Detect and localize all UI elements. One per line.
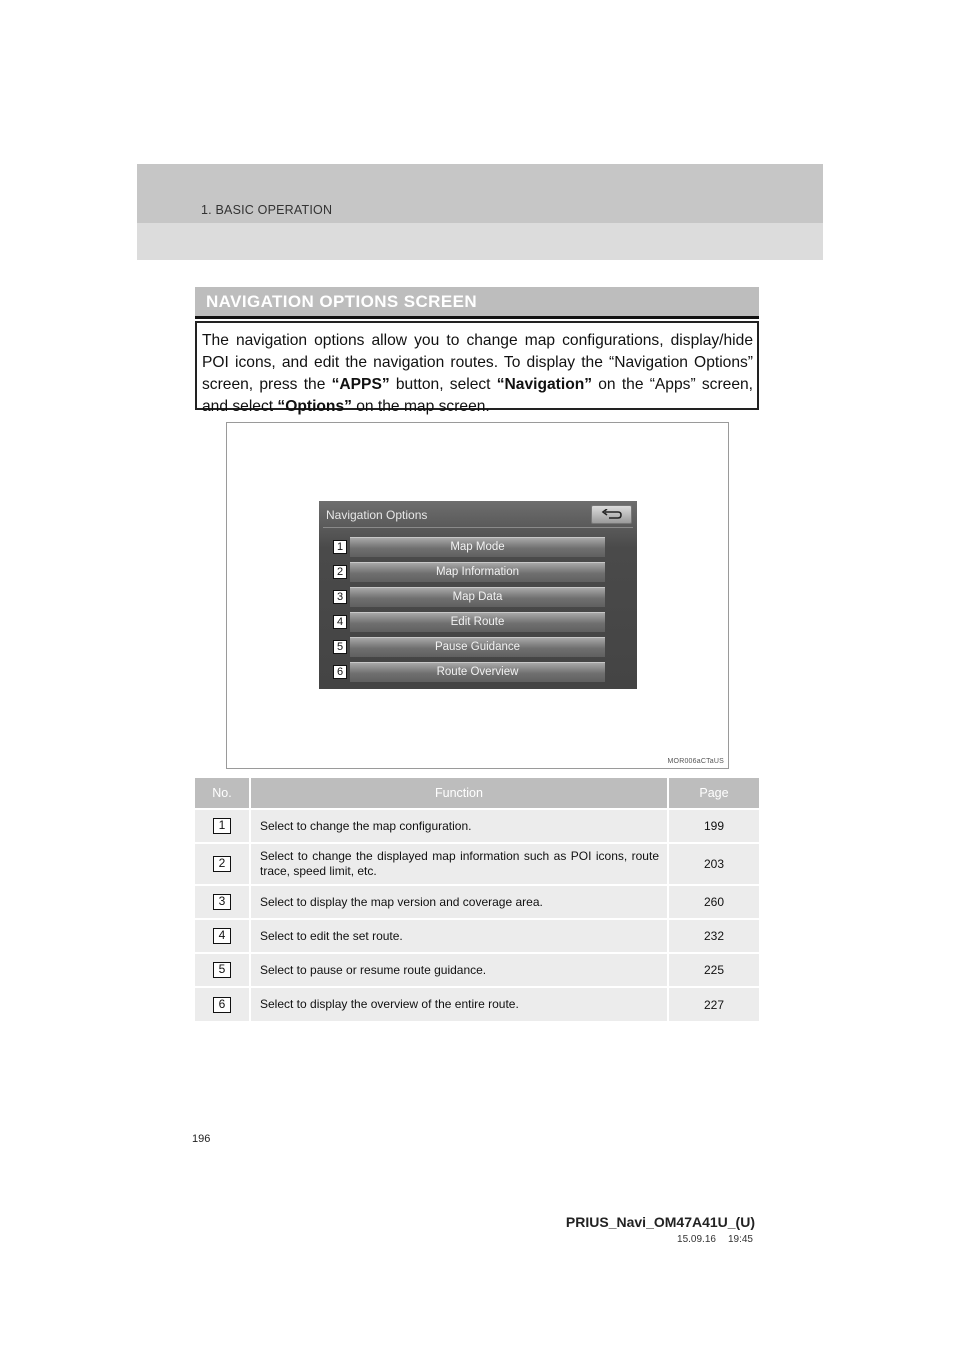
print-time: 19:45: [727, 1234, 753, 1245]
row-page: 199: [668, 809, 759, 843]
row-number: 4: [213, 928, 231, 944]
intro-text-part: on the map screen.: [351, 398, 490, 415]
row-function: Select to display the map version and coverage area.: [250, 885, 668, 919]
page-number: 196: [192, 1133, 211, 1145]
document-code: PRIUS_Navi_OM47A41U_(U): [565, 1214, 755, 1230]
row-function: Select to edit the set route.: [250, 919, 668, 953]
print-date: 15.09.16: [677, 1234, 716, 1245]
option-number: 2: [333, 565, 347, 579]
header-function: Function: [250, 778, 668, 809]
row-page: 260: [668, 885, 759, 919]
option-row-map-information: [333, 562, 623, 584]
row-number: 2: [213, 856, 231, 872]
option-number: 6: [333, 665, 347, 679]
table-header-row: [195, 778, 759, 809]
row-number: 5: [213, 962, 231, 978]
table-row: [195, 919, 759, 953]
row-number: 3: [213, 894, 231, 910]
option-row-edit-route: [333, 612, 623, 634]
figure-code: MOR006aCTaUS: [667, 758, 724, 765]
option-row-map-data: [333, 587, 623, 609]
row-function: Select to change the displayed map information such as POI icons, route trace, speed limit, etc.: [250, 843, 668, 885]
back-button[interactable]: [591, 505, 632, 524]
intro-text: [195, 321, 759, 415]
row-page: 203: [668, 843, 759, 885]
option-row-route-overview: [333, 662, 623, 684]
function-table: [195, 778, 759, 1021]
row-number: 1: [213, 818, 231, 834]
row-page: 225: [668, 953, 759, 987]
apps-keyword: “APPS”: [331, 376, 390, 393]
screen-figure: [226, 422, 729, 769]
option-number: 4: [333, 615, 347, 629]
table-row: [195, 843, 759, 885]
screen-title: Navigation Options: [326, 508, 428, 522]
option-row-map-mode: [333, 537, 623, 559]
table-row: [195, 885, 759, 919]
map-data-button[interactable]: Map Data: [350, 587, 605, 607]
back-arrow-icon: [601, 509, 623, 521]
header-page: Page: [668, 778, 759, 809]
row-number: 6: [213, 997, 231, 1013]
table-row: [195, 953, 759, 987]
map-information-button[interactable]: Map Information: [350, 562, 605, 582]
pause-guidance-button[interactable]: Pause Guidance: [350, 637, 605, 657]
options-keyword: “Options”: [277, 398, 352, 415]
row-function: Select to change the map configuration.: [250, 809, 668, 843]
row-page: 227: [668, 987, 759, 1021]
row-function: Select to display the overview of the entire route.: [250, 987, 668, 1021]
option-number: 3: [333, 590, 347, 604]
row-function: Select to pause or resume route guidance.: [250, 953, 668, 987]
table-row: [195, 987, 759, 1021]
row-page: 232: [668, 919, 759, 953]
option-row-pause-guidance: [333, 637, 623, 659]
intro-text-part: on the “Apps” screen, and select: [202, 376, 753, 415]
navigation-keyword: “Navigation”: [496, 376, 593, 393]
option-number: 1: [333, 540, 347, 554]
screen-divider: [323, 527, 633, 528]
intro-text-part: button, select: [389, 376, 497, 393]
intro-text-part: The navigation options allow you to change map configurations, display/hide POI icons, and edit the navigation routes. To display the “Navigation Options” screen, press the: [202, 332, 753, 393]
edit-route-button[interactable]: Edit Route: [350, 612, 605, 632]
section-label: 1. BASIC OPERATION: [201, 203, 333, 217]
option-number: 5: [333, 640, 347, 654]
table-row: [195, 809, 759, 843]
header-no: No.: [195, 778, 250, 809]
timestamp: [677, 1234, 753, 1245]
section-title: NAVIGATION OPTIONS SCREEN: [195, 287, 759, 319]
header-band-top: [137, 164, 823, 223]
header-band: [137, 164, 823, 260]
route-overview-button[interactable]: Route Overview: [350, 662, 605, 682]
navigation-options-screen: [319, 501, 637, 689]
map-mode-button[interactable]: Map Mode: [350, 537, 605, 557]
